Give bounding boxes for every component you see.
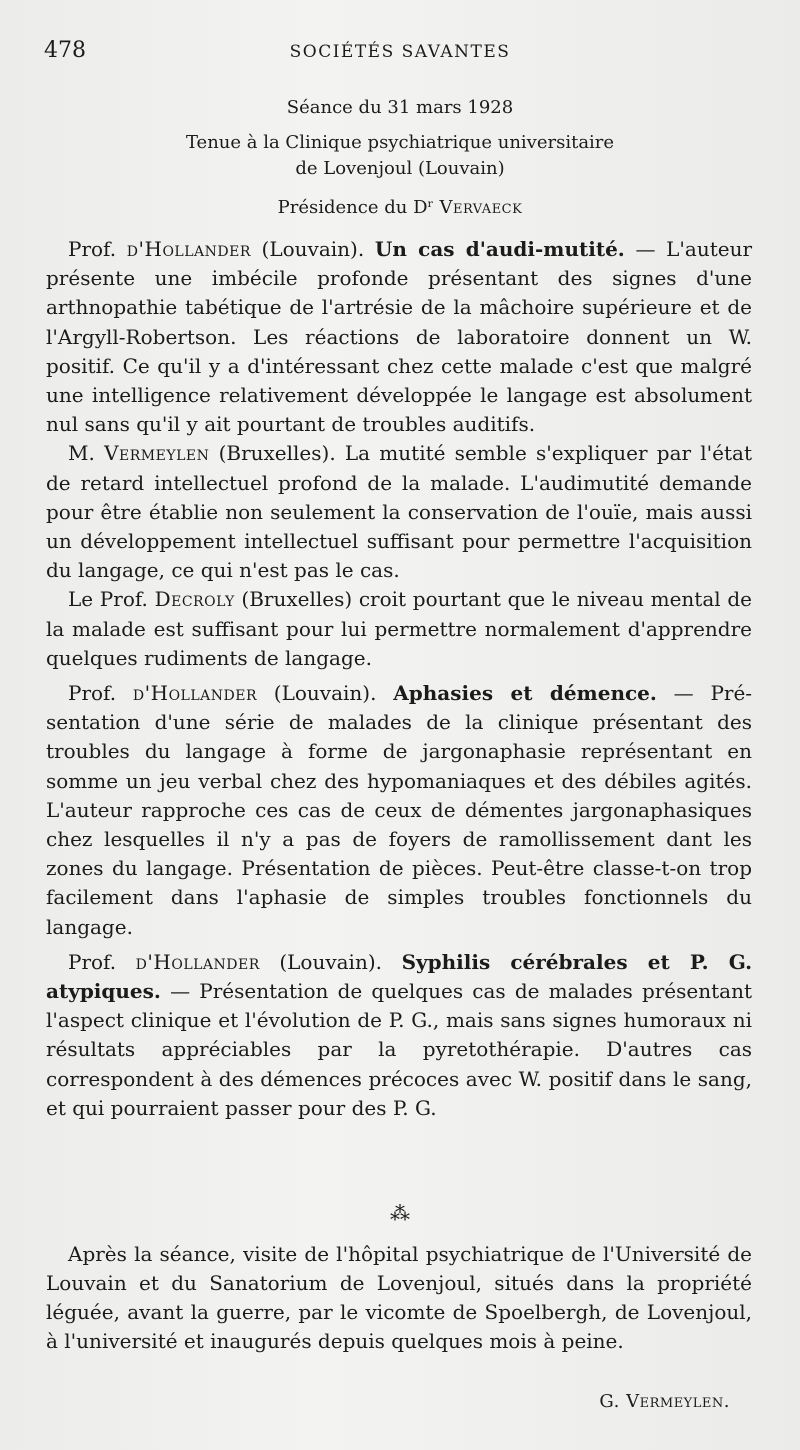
session-location-line2: de Lovenjoul (Louvain) — [295, 158, 505, 179]
article-body — [46, 235, 752, 1123]
page-number: 478 — [44, 38, 86, 63]
closing-paragraph: Après la séance, visite de l'hôpital psychiatrique de l'Université de Louvain et du Sanatorium de Lovenjoul, situés dans la propriété léguée, avant la guerre, par le vicomte de Spoelbergh, de Lovenjoul, à l'université et inaugurés depuis quelques mois à peine. — [46, 1242, 752, 1353]
presidency-prefix: Présidence du Dʳ — [277, 197, 434, 218]
speaker-name: d'Hollander — [132, 681, 257, 706]
speaker-name: d'Hollander — [135, 949, 260, 974]
communication-title: Aphasies et démence. — [393, 681, 657, 706]
speaker-prefix: Prof. — [68, 681, 117, 706]
paragraph-syphilis — [46, 948, 752, 1123]
speaker-name: Decroly — [154, 587, 235, 612]
paragraph-text: (Bruxelles) croit pourtant que le niveau mental de la malade est suffisant pour lui permettre normalement d'apprendre quelques rudiments de langage. — [46, 587, 752, 670]
paragraph-aphasies — [46, 679, 752, 942]
speaker-name: Vermeylen — [104, 441, 210, 466]
paragraph-audi-mutite — [46, 235, 752, 439]
session-location-line1: Tenue à la Clinique psychiatrique universitaire — [185, 132, 615, 153]
paragraph-vermeylen-reply — [46, 439, 752, 585]
paragraph-text: — Présentation de quelques cas de malades présentant l'aspect clinique et l'évolution de P. G., mais sans signes humoraux ni résultats appréciables par la pyretothérapie. D'autres cas correspondent à des démences précoces avec W. positif dans le sang, et qui pourraient passer pour des P. G. — [46, 979, 753, 1120]
closing-note — [46, 1240, 752, 1356]
paragraph-decroly-reply — [46, 585, 752, 673]
paragraph-text: (Bruxelles). La mutité semble s'expliquer par l'état de retard intellectuel profond de la malade. L'audimutité demande pour être établie non seulement la conservation de l'ouïe, mais aussi un développement intellectuel suffisant pour permettre l'acquisition du langage, ce qui n'est pas le cas. — [46, 441, 752, 583]
speaker-prefix: Prof. — [68, 237, 117, 261]
paragraph-text: — Présentation d'une série de malades de la clinique présentant des troubles du langage à forme de jargonaphasie représentant en somme un jeu verbal chez des hypomaniaques et des débiles agités. L'auteur rapproche ces cas de ceux de démentes jargonaphasiques chez lesquelles il n'y a pas de foyers de ramollissement dant les zones du langage. Présentation de pièces. Peut-être classe-t-on trop facilement dans l'aphasie de simples troubles fonctionnels du langage. — [46, 681, 753, 939]
speaker-prefix: M. — [68, 441, 95, 466]
paragraph-text: — L'auteur présente une imbécile profonde présentant des signes d'une arthnopathie tabétique de l'artrésie de la mâchoire supérieure et de l'Argyll-Robertson. Les réactions de laboratoire donnent un W. positif. Ce qu'il y a d'intéressant chez cette malade c'est que malgré une intelligence relativement développée le langage est absolument nul sans qu'il y ait pourtant de troubles auditifs. — [46, 237, 753, 437]
speaker-prefix: Le Prof. — [68, 587, 148, 612]
speaker-affiliation: (Louvain). — [279, 949, 382, 974]
running-head: SOCIÉTÉS SAVANTES — [289, 42, 511, 62]
asterism-divider: ⁂ — [390, 1201, 410, 1225]
speaker-prefix: Prof. — [68, 949, 117, 974]
page-header — [40, 38, 760, 72]
signature — [599, 1391, 730, 1412]
signature-initial: G. — [599, 1391, 620, 1412]
signature-name: Vermeylen. — [626, 1391, 730, 1412]
session-presidency — [0, 197, 800, 218]
communication-title: Un cas d'audi-mutité. — [374, 237, 625, 261]
speaker-name: d'Hollander — [126, 237, 251, 261]
communication-title: Syphilis cérébrales et P. G. atypiques. — [46, 949, 753, 1004]
speaker-affiliation: (Louvain). — [261, 237, 365, 261]
session-title: Séance du 31 mars 1928 — [286, 97, 514, 118]
speaker-affiliation: (Louvain). — [273, 681, 377, 706]
presidency-name: Vervaeck — [439, 197, 523, 218]
